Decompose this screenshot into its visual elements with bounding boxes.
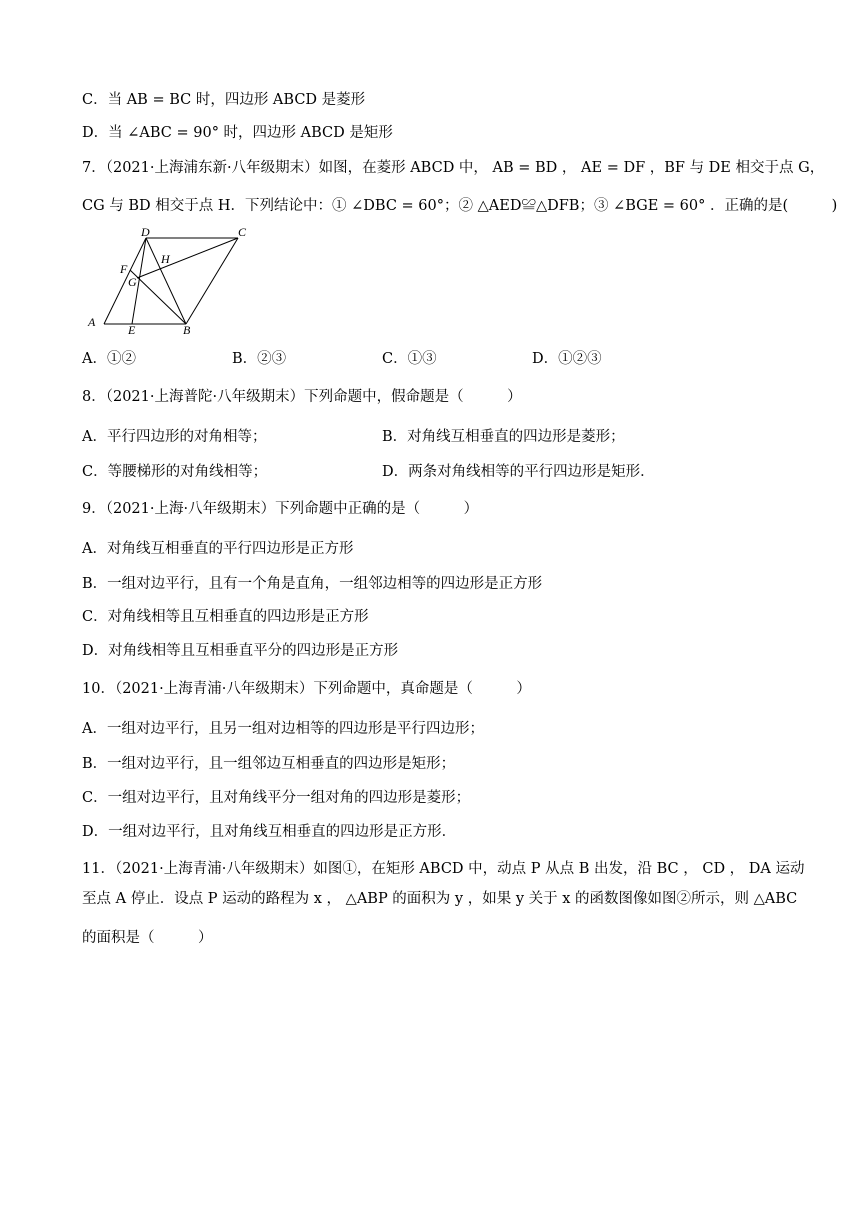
q6-option-d: D．当 ∠ABC = 90° 时，四边形 ABCD 是矩形 <box>82 125 393 141</box>
q10-option-c: C．一组对边平行，且对角线平分一组对角的四边形是菱形； <box>82 790 471 806</box>
q8-option-c: C．等腰梯形的对角线相等； <box>82 464 268 480</box>
label-h: H <box>161 252 170 266</box>
q11-stem-line1: 11．（2021·上海青浦·八年级期末）如图①，在矩形 ABCD 中，动点 P 从点 B 出发，沿 BC ， CD ， DA 运动 <box>82 861 805 877</box>
label-b: B <box>183 323 191 337</box>
q8-option-b: B．对角线互相垂直的四边形是菱形； <box>382 429 625 445</box>
q9-option-a: A．对角线互相垂直的平行四边形是正方形 <box>82 541 354 557</box>
label-c: C <box>238 226 247 239</box>
label-g: G <box>128 275 137 289</box>
segment-da <box>104 238 146 324</box>
segment-cg <box>137 238 238 278</box>
q11-stem-line2: 至点 A 停止．设点 P 运动的路程为 x ， △ABP 的面积为 y ，如果 y 关于 x 的函数图像如图②所示，则 △ABC <box>82 891 798 907</box>
q8-option-d: D．两条对角线相等的平行四边形是矩形． <box>382 464 655 480</box>
q6-option-c: C．当 AB = BC 时，四边形 ABCD 是菱形 <box>82 92 366 108</box>
rhombus-figure <box>82 226 282 338</box>
q10-stem: 10．（2021·上海青浦·八年级期末）下列命题中，真命题是（ ） <box>82 681 531 697</box>
q8-option-a: A．平行四边形的对角相等； <box>82 429 267 445</box>
q10-option-d: D．一组对边平行，且对角线互相垂直的四边形是正方形． <box>82 824 457 840</box>
segment-bd <box>146 238 186 324</box>
q7-option-d: D．①②③ <box>532 351 602 367</box>
q7-stem-line1: 7．（2021·上海浦东新·八年级期末）如图，在菱形 ABCD 中， AB = BD ， AE = DF ，BF 与 DE 相交于点 G， <box>82 160 825 176</box>
label-e: E <box>128 323 136 337</box>
q7-option-a: A．①② <box>82 351 136 367</box>
label-a: A <box>88 315 96 329</box>
q7-option-c: C．①③ <box>382 351 437 367</box>
q7-stem-line2: CG 与 BD 相交于点 H．下列结论中：① ∠DBC = 60°；② △AED≌△DFB；③ ∠BGE = 60° ．正确的是( ) <box>82 198 838 214</box>
q9-option-b: B．一组对边平行，且有一个角是直角，一组邻边相等的四边形是正方形 <box>82 576 543 592</box>
label-d: D <box>141 226 150 239</box>
q10-option-b: B．一组对边平行，且一组邻边互相垂直的四边形是矩形； <box>82 756 456 772</box>
q7-option-b: B．②③ <box>232 351 287 367</box>
q8-options-row1 <box>82 427 782 447</box>
q10-option-a: A．一组对边平行，且另一组对边相等的四边形是平行四边形； <box>82 721 484 737</box>
q7-options <box>82 349 782 369</box>
q9-option-d: D．对角线相等且互相垂直平分的四边形是正方形 <box>82 643 399 659</box>
q8-options-row2 <box>82 462 782 482</box>
q11-stem-line3: 的面积是（ ） <box>82 930 213 946</box>
label-f: F <box>120 262 128 276</box>
segment-bf <box>130 270 186 324</box>
segment-bc <box>186 238 238 324</box>
q9-option-c: C．对角线相等且互相垂直的四边形是正方形 <box>82 609 369 625</box>
q8-stem: 8．（2021·上海普陀·八年级期末）下列命题中，假命题是（ ） <box>82 389 522 405</box>
q9-stem: 9．（2021·上海·八年级期末）下列命题中正确的是（ ） <box>82 501 479 517</box>
